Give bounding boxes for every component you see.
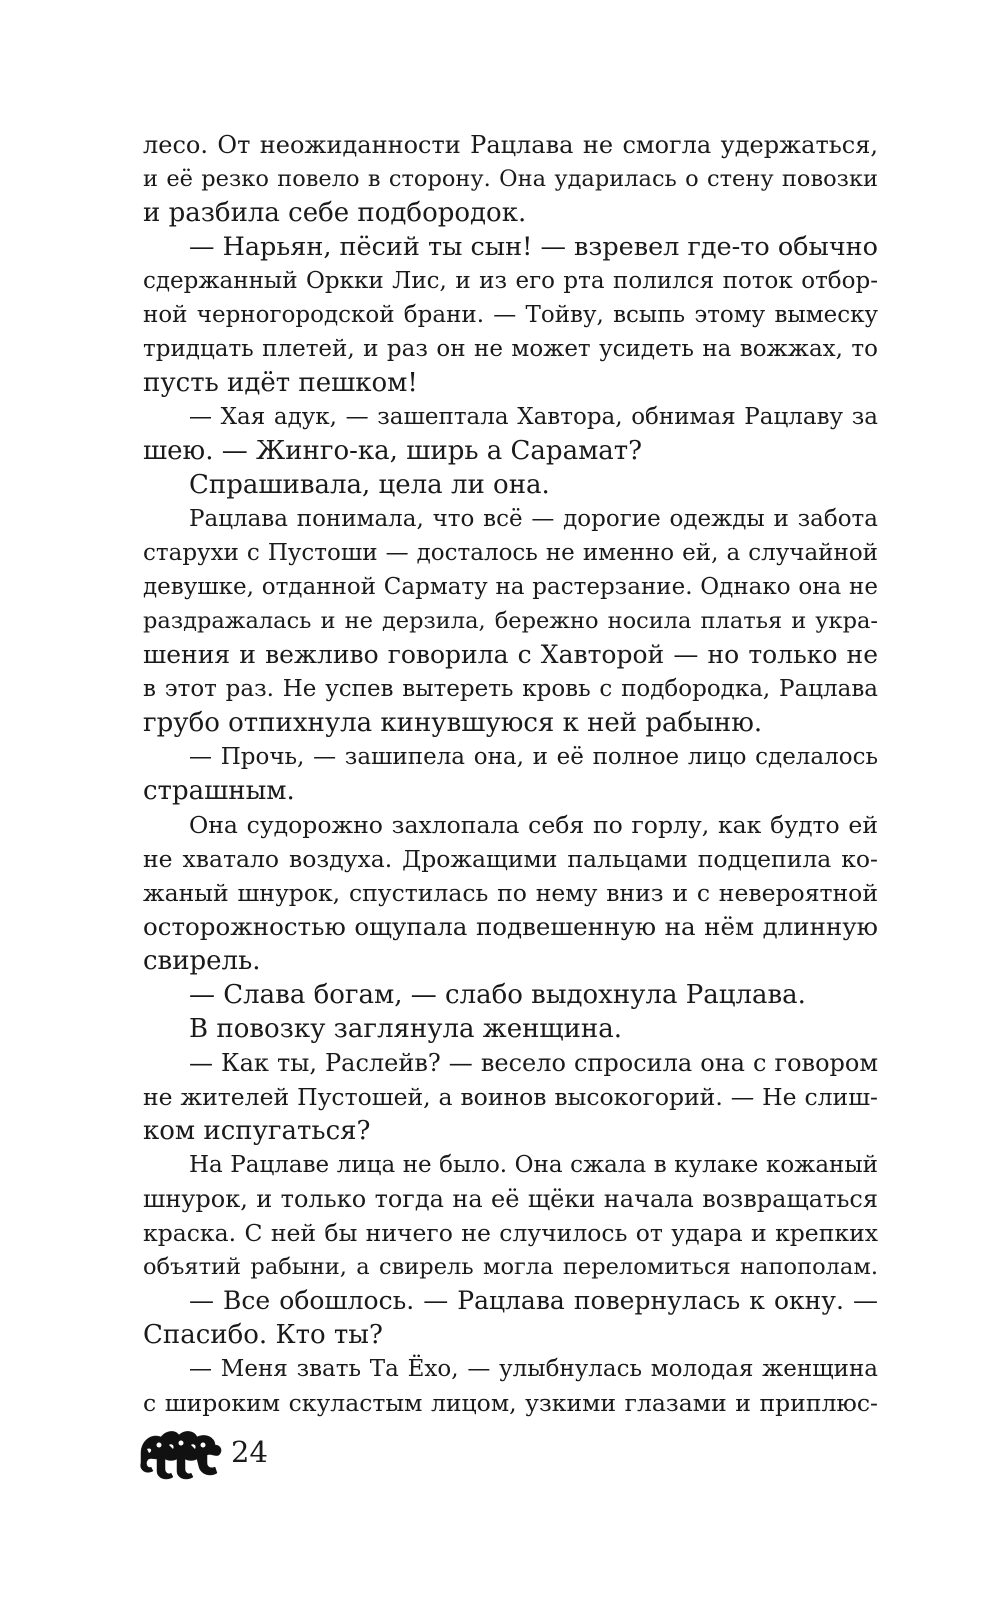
text-line: страшным. xyxy=(143,776,295,806)
text-line: в этот раз. Не успев вытереть кровь с подбородка, Рацлава xyxy=(143,676,878,702)
text-line: пусть идёт пешком! xyxy=(143,368,418,398)
text-line: объятий рабыни, а свирель могла переломиться напополам. xyxy=(143,1254,878,1280)
text-line: — Как ты, Раслейв? — весело спросила она с говором xyxy=(189,1049,878,1077)
text-line: В повозку заглянула женщина. xyxy=(189,1014,622,1044)
text-line: свирель. xyxy=(143,946,261,976)
text-line: осторожностью ощупала подвешенную на нём длинную xyxy=(143,912,878,941)
text-line: ком испугаться? xyxy=(143,1116,371,1146)
text-line: девушке, отданной Сармату на растерзание. Однако она не xyxy=(143,574,878,600)
text-line: шения и вежливо говорила с Хавторой — но только не xyxy=(143,640,878,669)
dragon-ornament-icon xyxy=(135,1423,225,1481)
text-line: — Нарьян, пёсий ты сын! — взревел где-то обычно xyxy=(189,232,879,262)
text-line: сдержанный Оркки Лис, и из его рта полился поток отбор- xyxy=(143,268,878,294)
text-line: жаный шнурок, спустилась по нему вниз и с невероятной xyxy=(143,879,878,907)
text-line: Рацлава понимала, что всё — дорогие одежды и забота xyxy=(189,506,878,532)
text-line: — Меня звать Та Ёхо, — улыбнулась молодая женщина xyxy=(189,1356,878,1382)
text-line: старухи с Пустоши — досталось не именно ей, а случайной xyxy=(143,540,878,566)
text-line: и её резко повело в сторону. Она ударилась о стену повозки xyxy=(143,166,878,192)
text-line: — Слава богам, — слабо выдохнула Рацлава. xyxy=(189,980,806,1010)
text-line: — Все обошлось. — Рацлава повернулась к окну. — xyxy=(189,1286,878,1315)
text-line: лесо. От неожиданности Рацлава не смогла удержаться, xyxy=(143,131,878,159)
body-text xyxy=(143,128,878,1420)
text-line: — Прочь, — зашипела она, и её полное лицо сделалось xyxy=(189,744,878,770)
text-line: краска. С ней бы ничего не случилось от удара и крепких xyxy=(143,1219,878,1247)
text-line: шнурок, и только тогда на её щёки начала возвращаться xyxy=(143,1185,878,1213)
text-line: шею. — Жинго-ка, ширь а Сарамат? xyxy=(143,436,643,466)
text-line: не жителей Пустошей, а воинов высокогорий. — Не слиш- xyxy=(143,1083,878,1111)
text-line: не хватало воздуха. Дрожащими пальцами подцепила ко- xyxy=(143,845,878,873)
text-line: тридцать плетей, и раз он не может усидеть на вожжах, то xyxy=(143,336,878,362)
page-number: 24 xyxy=(231,1435,268,1469)
text-line: раздражалась и не дерзила, бережно носила платья и укра- xyxy=(143,608,878,634)
text-line: Она судорожно захлопала себя по горлу, как будто ей xyxy=(189,811,878,839)
text-line: грубо отпихнула кинувшуюся к ней рабыню. xyxy=(143,708,763,738)
text-line: — Хая адук, — зашептала Хавтора, обнимая Рацлаву за xyxy=(189,404,878,430)
text-line: На Рацлаве лица не было. Она сжала в кулаке кожаный xyxy=(189,1152,878,1178)
page-footer xyxy=(135,1422,268,1482)
text-line: ной черногородской брани. — Тойву, всыпь этому вымеску xyxy=(143,302,878,328)
text-line: с широким скуластым лицом, узкими глазами и приплюс- xyxy=(143,1389,878,1417)
text-line: и разбила себе подбородок. xyxy=(143,198,527,228)
text-line: Спасибо. Кто ты? xyxy=(143,1320,383,1350)
text-line: Спрашивала, цела ли она. xyxy=(189,470,550,500)
